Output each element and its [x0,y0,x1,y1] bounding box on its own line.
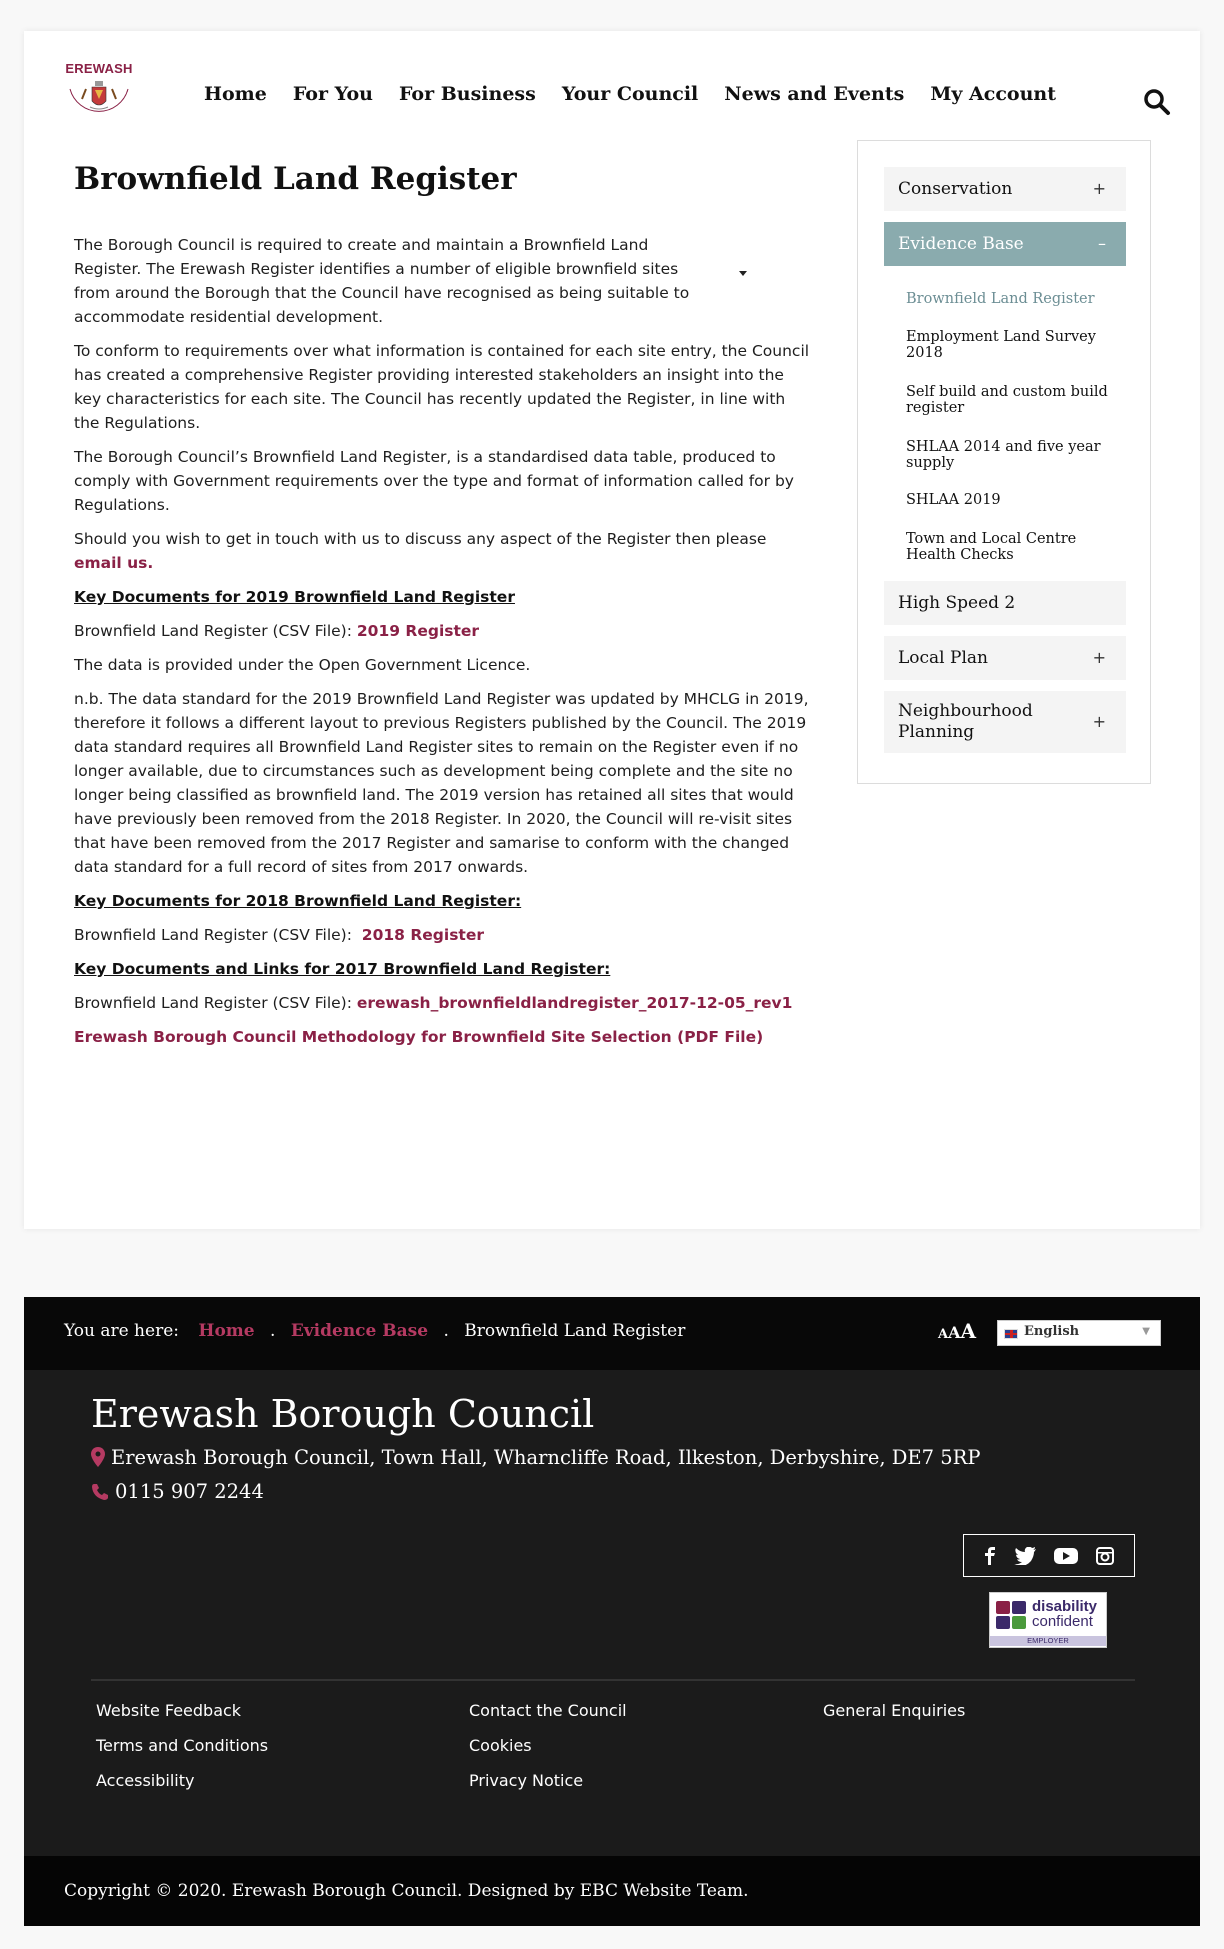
erewash-logo[interactable] [60,61,138,131]
register-2019-link[interactable]: 2019 Register [356,622,480,640]
footer-link-cookies[interactable]: Cookies [469,1736,532,1755]
plus-icon: + [1092,712,1106,731]
text-size-control [938,1319,976,1343]
plus-icon: + [1092,648,1106,667]
side-item-label: Local Plan [898,648,988,668]
breadcrumb-evidence-base[interactable]: Evidence Base [290,1321,429,1341]
nav-for-business[interactable]: For Business [398,83,536,105]
footer-link-contact[interactable]: Contact the Council [469,1701,627,1720]
youtube-icon[interactable] [1054,1547,1078,1565]
side-item-label: Evidence Base [898,234,1024,254]
breadcrumb-current: Brownfield Land Register [464,1321,686,1341]
side-item-evidence-base[interactable] [884,222,1126,266]
side-item-label: High Speed 2 [898,593,1016,613]
badge-text [1032,1599,1097,1629]
badge-line-2: confident [1032,1613,1093,1630]
nb-paragraph: n.b. The data standard for the 2019 Brownfield Land Register was updated by MHCLG in 2019, therefore it follows a different layout to previous Registers published by the Council. The 2019 data standard requires all Brownfield Land Register sites to remain on the Register even if no longer available, due to circumstances such as development being complete and the site no longer being classified as brownfield land. The 2019 version has retained all sites that would have previously been removed from the 2018 Register. In 2020, the Council will re-visit sites that have been removed from the 2017 Register and samarise to conform with the changed data standard for a full record of sites from 2017 onwards. [74,690,809,876]
phone-icon [91,1483,109,1501]
footer-address [91,1446,980,1469]
intro-paragraph: The Borough Council is required to create and maintain a Brownfield Land Register. The Erewash Register identifies a number of eligible brownfield sites from around the Borough that the Council have recognised as being suitable to accommodate residential development. [74,236,690,326]
paragraph-requirements: To conform to requirements over what information is contained for each site entry, the Council has created a comprehensive Register providing interested stakeholders an insight into the key characteristics for each site. The Council has recently updated the Register, in line with the Regulations. [74,342,810,432]
map-marker-icon [91,1447,105,1467]
footer-link-accessibility[interactable]: Accessibility [96,1771,195,1790]
phone-text[interactable]: 0115 907 2244 [115,1480,264,1503]
email-link[interactable]: email us. [74,554,154,572]
facebook-icon[interactable] [984,1547,996,1565]
nav-news-events[interactable]: News and Events [724,83,905,105]
footer-links-col-1 [96,1693,268,1798]
instagram-icon[interactable] [1096,1547,1114,1565]
side-item-label: Neighbourhood Planning [898,701,1033,742]
text-size-large[interactable]: A [960,1319,977,1343]
nav-your-council[interactable]: Your Council [561,83,699,105]
heading-2018: Key Documents for 2018 Brownfield Land Register: [74,892,522,910]
uk-flag-icon [1004,1329,1018,1339]
text-size-small[interactable]: A [938,1327,949,1342]
sub-item-self-build[interactable]: Self build and custom build register [906,384,1108,416]
licence-note: The data is provided under the Open Government Licence. [74,656,531,674]
side-item-local-plan[interactable] [884,636,1126,680]
sub-item-brownfield[interactable]: Brownfield Land Register [906,291,1095,307]
footer-link-website-feedback[interactable]: Website Feedback [96,1701,242,1720]
footer-phone [91,1480,264,1503]
csv-2019-row [74,619,814,643]
twitter-icon[interactable] [1014,1547,1036,1565]
footer-title: Erewash Borough Council [91,1392,595,1436]
side-item-neighbourhood[interactable] [884,691,1126,753]
side-item-hs2[interactable] [884,581,1126,625]
sub-item-shlaa-2019[interactable]: SHLAA 2019 [906,492,1001,508]
methodology-link[interactable]: Erewash Borough Council Methodology for Brownfield Site Selection (PDF File) [74,1028,764,1046]
register-2018-link[interactable]: 2018 Register [361,926,484,944]
badge-employer: EMPLOYER [990,1636,1106,1646]
page-title: Brownfield Land Register [74,161,517,197]
footer-divider [91,1679,1135,1681]
csv-2017-row [74,991,814,1015]
footer [24,1370,1200,1856]
text-size-medium[interactable]: A [948,1323,961,1342]
methodology-row [74,1025,814,1049]
council-crest-icon [62,75,136,133]
side-item-label: Conservation [898,179,1013,199]
address-text: Erewash Borough Council, Town Hall, Wharncliffe Road, Ilkeston, Derbyshire, DE7 5RP [111,1446,981,1469]
breadcrumb-home[interactable]: Home [198,1321,255,1341]
main-card [24,31,1200,1229]
csv-2018-label: Brownfield Land Register (CSV File): [74,926,352,944]
plus-icon: + [1092,179,1106,198]
social-links [963,1534,1135,1577]
nav-home[interactable]: Home [204,83,267,105]
language-selected: English [1024,1324,1080,1339]
breadcrumb-bar [24,1297,1200,1370]
sub-item-employment[interactable]: Employment Land Survey 2018 [906,329,1096,361]
main-nav [204,83,1056,105]
side-menu [857,140,1151,784]
sub-item-town-centre[interactable]: Town and Local Centre Health Checks [906,531,1077,563]
paragraph-contact [74,527,814,575]
csv-2017-label: Brownfield Land Register (CSV File): [74,994,352,1012]
footer-links-col-2 [469,1693,627,1798]
disability-confident-icon [996,1601,1028,1631]
badge-line-1: disability [1032,1598,1098,1615]
csv-2018-row [74,923,814,947]
register-2017-link[interactable]: erewash_brownfieldlandregister_2017-12-05_rev1 [356,994,793,1012]
sub-item-shlaa-2014[interactable]: SHLAA 2014 and five year supply [906,439,1101,471]
footer-link-privacy[interactable]: Privacy Notice [469,1771,584,1790]
footer-link-general-enquiries[interactable]: General Enquiries [823,1701,966,1720]
copyright-text: Copyright © 2020. Erewash Borough Council. Designed by EBC Website Team. [64,1881,749,1901]
footer-link-terms[interactable]: Terms and Conditions [96,1736,269,1755]
breadcrumb-separator: . [443,1321,449,1341]
nav-for-you[interactable]: For You [292,83,373,105]
side-item-conservation[interactable] [884,167,1126,211]
heading-2017: Key Documents and Links for 2017 Brownfield Land Register: [74,960,611,978]
disability-confident-badge[interactable] [989,1592,1107,1648]
nav-my-account[interactable]: My Account [930,83,1056,105]
contact-text: Should you wish to get in touch with us to discuss any aspect of the Register then please [74,530,767,548]
heading-2019: Key Documents for 2019 Brownfield Land Register [74,588,515,606]
paragraph-standard: The Borough Council’s Brownfield Land Register, is a standardised data table, produced to comply with Government requirements over the type and format of information called for by Regulations. [74,448,794,514]
minus-icon: – [1098,234,1106,253]
breadcrumb [64,1321,685,1341]
copyright-bar [24,1856,1200,1926]
csv-2019-label: Brownfield Land Register (CSV File): [74,622,352,640]
search-icon[interactable] [1142,87,1172,117]
breadcrumb-separator: . [270,1321,276,1341]
language-select[interactable] [997,1320,1161,1346]
breadcrumb-prefix: You are here: [64,1321,179,1341]
main-content [74,161,814,1059]
chevron-down-icon: ▼ [1142,1326,1150,1337]
footer-links-col-3 [823,1693,965,1728]
logo-wordmark: EREWASH [65,61,133,76]
